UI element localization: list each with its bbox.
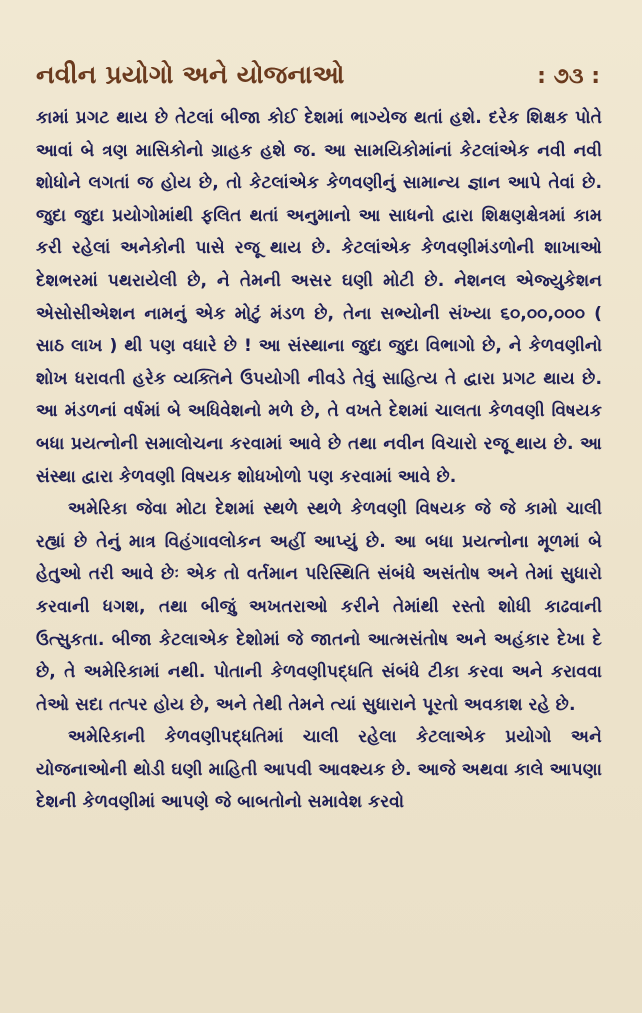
running-title: નવીન પ્રયોગો અને યોજનાઓ	[36, 60, 345, 89]
paragraph-3: અમેરિકાની કેળવણીપદ્ધતિમાં ચાલી રહેલા કેટલાએક પ્રયોગો અને યોજનાઓની થોડી ઘણી માહિતી આપવી આવશ્યક છે. આજે અથવા કાલે આપણા દેશની કેળવણીમાં આપણે જે બાબતોનો સમાવેશ કરવો	[36, 727, 602, 813]
page-number: : ૭૩ :	[537, 64, 600, 89]
paragraph-1: કામાં પ્રગટ થાય છે તેટલાં બીજા કોઈ દેશમાં ભાગ્યેજ થતાં હશે. દરેક શિક્ષક પોતે આવાં બે ત્રણ માસિકોનો ગ્રાહક હશે જ. આ સામયિકોમાંનાં કેટલાંએક નવી નવી શોધોને લગતાં જ હોય છે, તો કેટલાંએક કેળવણીનું સામાન્ય જ્ઞાન આપે તેવાં છે. જુદા જુદા પ્રયોગોમાંથી ફલિત થતાં અનુમાનો આ સાધનો દ્વારા શિક્ષણક્ષેત્રમાં કામ કરી રહેલાં અનેકોની પાસે રજૂ થાય છે. કેટલાંએક કેળવણીમંડળોની શાખાઓ દેશભરમાં પથરાયેલી છે, ને તેમની અસર ઘણી મોટી છે. નેશનલ એજ્યુકેશન એસોસીએશન નામનું એક મોટું મંડળ છે, તેના સભ્યોની સંખ્યા ૬૦,૦૦,૦૦૦ ( સાઠ લાખ ) થી પણ વધારે છે ! આ સંસ્થાના જુદા જુદા વિભાગો છે, ને કેળવણીનો શોખ ધરાવતી હરેક વ્યક્તિને ઉપયોગી નીવડે તેવું સાહિત્ય તે દ્વારા પ્રગટ થાય છે. આ મંડળનાં વર્ષમાં બે અધિવેશનો મળે છે, તે વખતે દેશમાં ચાલતા કેળવણી વિષયક બધા પ્રયત્નોની સમાલોચના કરવામાં આવે છે તથા નવીન વિચારો રજૂ થાય છે. આ સંસ્થા દ્વારા કેળવણી વિષયક શોધખોળો પણ કરવામાં આવે છે.	[36, 108, 602, 487]
page-header	[36, 60, 602, 90]
body-text	[36, 102, 602, 819]
paragraph-2: અમેરિકા જેવા મોટા દેશમાં સ્થળે સ્થળે કેળવણી વિષયક જે જે કામો ચાલી રહ્યાં છે તેનું માત્ર વિહંગાવલોકન અહીં આપ્યું છે. આ બધા પ્રયત્નોના મૂળમાં બે હેતુઓ તરી આવે છેઃ એક તો વર્તમાન પરિસ્થિતિ સંબંધે અસંતોષ અને તેમાં સુધારો કરવાની ધગશ, તથા બીજું અખતરાઓ કરીને તેમાંથી રસ્તો શોધી કાઢવાની ઉત્સુકતા. બીજા કેટલાએક દેશોમાં જે જાતનો આત્મસંતોષ અને અહંકાર દેખા દે છે, તે અમેરિકામાં નથી. પોતાની કેળવણીપદ્ધતિ સંબંધે ટીકા કરવા અને કરાવવા તેઓ સદા તત્પર હોય છે, અને તેથી તેમને ત્યાં સુધારાને પૂરતો અવકાશ રહે છે.	[36, 499, 602, 715]
